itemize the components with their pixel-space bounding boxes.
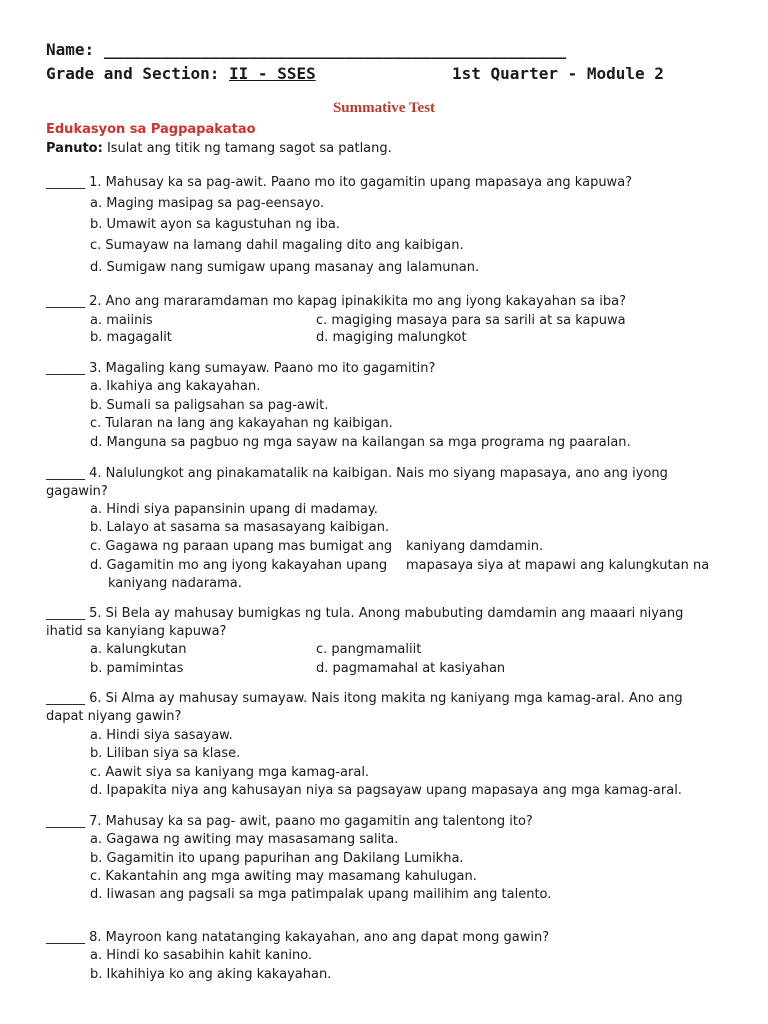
choice-1b: b. Umawit ayon sa kagustuhan ng iba. <box>90 217 341 232</box>
choice-6c: c. Aawit siya sa kaniyang mga kamag-aral. <box>90 765 370 780</box>
choice-5d: d. pagmamahal at kasiyahan <box>316 661 506 676</box>
question-5-stem: ______ 5. Si Bela ay mahusay bumigkas ng tula. Anong mabubuting damdamin ang maaari niyang <box>46 606 684 621</box>
grade-value: II - SSES <box>229 64 316 83</box>
choice-4b: b. Lalayo at sasama sa masasayang kaibigan. <box>90 520 390 535</box>
question-3-stem: ______ 3. Magaling kang sumayaw. Paano mo ito gagamitin? <box>46 361 436 376</box>
subject-heading: Edukasyon sa Pagpapakatao <box>46 122 256 137</box>
choice-7c: c. Kakantahin ang mga awiting may masamang kahulugan. <box>90 869 477 884</box>
instructions-label: Panuto: <box>46 141 103 156</box>
choice-4c: c. Gagawa ng paraan upang mas bumigat ang <box>90 539 393 554</box>
question-4-stem-cont: gagawin? <box>46 484 108 499</box>
grade-row <box>46 64 316 83</box>
choice-7a: a. Gagawa ng awiting may masasamang salita. <box>90 832 399 847</box>
choice-4d-cont2: kaniyang nadarama. <box>108 576 242 591</box>
choice-1a: a. Maging masipag sa pag-eensayo. <box>90 196 325 211</box>
choice-7d: d. Iiwasan ang pagsali sa mga patimpalak upang mailihim ang talento. <box>90 887 552 902</box>
choice-7b: b. Gagamitin ito upang papurihan ang Dakilang Lumikha. <box>90 851 464 866</box>
choice-4d-cont: mapasaya siya at mapawi ang kalungkutan na <box>406 558 710 573</box>
choice-3a: a. Ikahiya ang kakayahan. <box>90 379 261 394</box>
name-line: ________________________________________________ <box>103 40 567 59</box>
question-2-stem: ______ 2. Ano ang mararamdaman mo kapag ipinakikita mo ang iyong kakayahan sa iba? <box>46 294 626 309</box>
name-label: Name: <box>46 40 95 59</box>
choice-3c: c. Tularan na lang ang kakayahan ng kaibigan. <box>90 416 393 431</box>
page-title: Summative Test <box>332 100 436 116</box>
question-5-stem-cont: ihatid sa kanyiang kapuwa? <box>46 624 227 639</box>
choice-2d: d. magiging malungkot <box>316 330 467 345</box>
question-8-stem: ______ 8. Mayroon kang natatanging kakayahan, ano ang dapat mong gawin? <box>46 930 550 945</box>
choice-4c-cont: kaniyang damdamin. <box>406 539 544 554</box>
choice-4d: d. Gagamitin mo ang iyong kakayahan upang <box>90 558 388 573</box>
choice-2b: b. magagalit <box>90 330 172 345</box>
choice-6b: b. Liliban siya sa klase. <box>90 746 241 761</box>
question-6-stem-cont: dapat niyang gawin? <box>46 709 182 724</box>
choice-3b: b. Sumali sa paligsahan sa pag-awit. <box>90 398 329 413</box>
choice-1d: d. Sumigaw nang sumigaw upang masanay ang lalamunan. <box>90 260 480 275</box>
choice-5a: a. kalungkutan <box>90 642 187 657</box>
choice-2c: c. magiging masaya para sa sarili at sa kapuwa <box>316 313 626 328</box>
choice-8a: a. Hindi ko sasabihin kahit kanino. <box>90 948 313 963</box>
instructions-text: Isulat ang titik ng tamang sagot sa patlang. <box>102 141 392 156</box>
question-6-stem: ______ 6. Si Alma ay mahusay sumayaw. Nais itong makita ng kaniyang mga kamag-aral. Ano ang <box>46 691 683 706</box>
choice-1c: c. Sumayaw na lamang dahil magaling dito ang kaibigan. <box>90 238 464 253</box>
choice-6d: d. Ipapakita niya ang kahusayan niya sa pagsayaw upang mapasaya ang mga kamag-aral. <box>90 783 682 798</box>
grade-label: Grade and Section: <box>46 64 220 83</box>
question-7-stem: ______ 7. Mahusay ka sa pag- awit, paano mo gagamitin ang talentong ito? <box>46 814 533 829</box>
name-row <box>46 40 566 59</box>
choice-5b: b. pamimintas <box>90 661 184 676</box>
question-4-stem: ______ 4. Nalulungkot ang pinakamatalik na kaibigan. Nais mo siyang mapasaya, ano ang iyong <box>46 466 668 481</box>
choice-8b: b. Ikahihiya ko ang aking kakayahan. <box>90 967 332 982</box>
choice-3d: d. Manguna sa pagbuo ng mga sayaw na kailangan sa mga programa ng paaralan. <box>90 435 631 450</box>
quarter-label: 1st Quarter - Module 2 <box>452 64 664 83</box>
instructions <box>46 141 392 156</box>
choice-2a: a. maiinis <box>90 313 153 328</box>
choice-5c: c. pangmamaliit <box>316 642 422 657</box>
choice-6a: a. Hindi siya sasayaw. <box>90 728 233 743</box>
choice-4a: a. Hindi siya papansinin upang di madamay. <box>90 502 378 517</box>
question-1-stem: ______ 1. Mahusay ka sa pag-awit. Paano mo ito gagamitin upang mapasaya ang kapuwa? <box>46 175 633 190</box>
